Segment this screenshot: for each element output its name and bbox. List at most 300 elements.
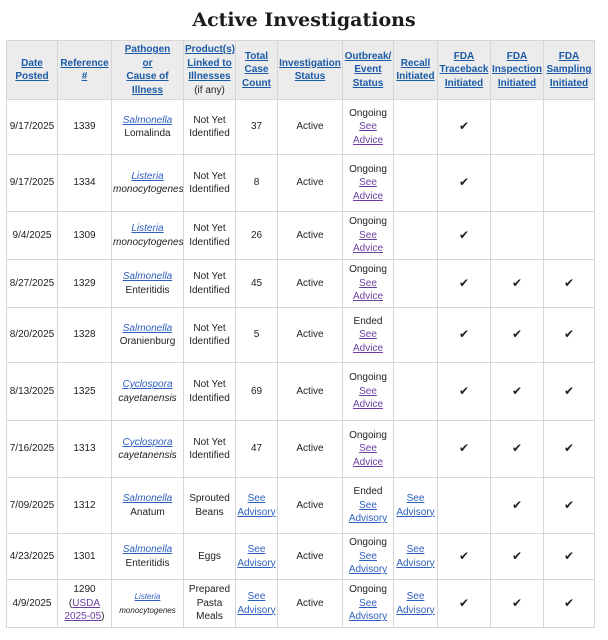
header-text: Traceback [439,64,489,76]
column-header [544,41,595,100]
link-text: Advice [352,291,383,303]
traceback-cell [438,212,491,260]
column-sort-link[interactable] [440,51,489,89]
traceback-cell [438,308,491,363]
header-text: Reference [60,57,109,69]
link-text: See [359,385,377,397]
outbreak-status-cell [343,260,394,308]
recall-cell [394,155,438,212]
investigation-status-cell: Active [278,534,343,580]
check-icon: ✔ [458,441,470,456]
date-cell: 8/20/2025 [7,308,58,363]
outbreak-link[interactable] [353,278,383,303]
header-text: FDA [453,50,475,62]
table-row [7,580,595,628]
date-cell: 9/4/2025 [7,212,58,260]
outbreak-status: Ongoing [349,372,387,384]
investigations-table [6,40,595,628]
pathogen-link[interactable]: Cyclospora [122,436,173,448]
recall-cell [394,308,438,363]
product-text: Not Yet [193,170,226,182]
sampling-cell [544,421,595,478]
reference-number: 1325 [73,385,96,397]
recall-cell [394,421,438,478]
pathogen-cell [112,308,184,363]
outbreak-status-cell [343,478,394,534]
column-sort-link[interactable] [492,51,542,89]
table-header-row [7,41,595,100]
traceback-cell [438,580,491,628]
header-text: Initiated [549,77,589,89]
pathogen-species: monocytogenes [119,605,176,615]
column-header [491,41,544,100]
traceback-cell [438,534,491,580]
check-icon: ✔ [458,275,470,290]
traceback-cell [438,100,491,155]
sampling-cell [544,212,595,260]
table-row [7,421,595,478]
reference-number: 1301 [73,550,96,562]
investigation-status-cell: Active [278,580,343,628]
column-header [184,41,236,100]
date-cell: 9/17/2025 [7,155,58,212]
column-sort-link[interactable] [125,44,171,96]
case-count-cell: 5 [236,308,278,363]
inspection-cell [491,155,544,212]
case-count-cell: 26 [236,212,278,260]
product-text: Identified [189,284,230,296]
column-sort-link[interactable] [185,44,235,82]
check-icon: ✔ [511,327,523,342]
product-text: Identified [189,450,230,461]
pathogen-cell [112,478,184,534]
investigation-status-cell: Active [278,363,343,421]
link-text: See [359,177,377,189]
link-text: See [247,493,266,504]
inspection-cell [491,363,544,421]
product-cell [184,100,236,155]
link-text: Advisory [348,611,388,623]
column-header [394,41,438,100]
outbreak-status: Ongoing [349,264,387,276]
pathogen-species: cayetanensis [118,392,177,404]
column-header [7,41,58,100]
product-text: Not Yet [193,379,226,390]
outbreak-status-cell [343,212,394,260]
reference-cell [58,363,112,421]
reference-cell [58,580,112,628]
inspection-cell [491,308,544,363]
link-text: Advisory [237,557,276,569]
case-count-cell: 37 [236,100,278,155]
paren: ( [68,597,73,609]
product-text: Prepared [188,584,231,596]
outbreak-link[interactable] [353,121,383,146]
column-header [58,41,112,100]
product-cell [184,363,236,421]
investigation-status-cell: Active [278,212,343,260]
sampling-cell [544,363,595,421]
link-text: Advisory [396,604,435,616]
column-header [236,41,278,100]
date-cell: 7/09/2025 [7,478,58,534]
header-text: Initiated [444,77,484,89]
pathogen-cell [112,363,184,421]
pathogen-link[interactable]: Salmonella [122,493,173,504]
link-text: Advisory [237,604,276,616]
header-text: Sampling [546,64,592,76]
link-text: See [359,121,377,133]
reference-number: 1309 [73,229,96,241]
column-sort-link[interactable] [60,58,108,83]
link-text: See [359,229,377,241]
recall-cell [394,363,438,421]
inspection-cell [491,212,544,260]
pathogen-species: Enteritidis [125,284,170,296]
traceback-cell [438,260,491,308]
pathogen-link[interactable]: Salmonella [122,114,173,126]
outbreak-status-cell [343,534,394,580]
reference-cell [58,260,112,308]
link-text: Advice [352,134,383,146]
header-text: Inspection [492,64,543,76]
header-text: FDA [506,50,528,62]
header-text: Status [294,71,326,82]
page-title: Active Investigations [192,9,416,31]
column-sort-link[interactable] [345,51,392,89]
check-icon: ✔ [563,383,575,398]
header-text: Status [352,77,384,89]
pathogen-species: monocytogenes [113,236,184,248]
check-icon: ✔ [563,497,575,512]
outbreak-status-cell [343,421,394,478]
product-cell [184,155,236,212]
check-icon: ✔ [511,275,523,290]
pathogen-cell [112,260,184,308]
product-text: Pasta [196,597,223,609]
recall-cell [394,260,438,308]
pathogen-cell [112,100,184,155]
check-icon: ✔ [511,595,523,610]
reference-number: 1339 [73,121,96,133]
inspection-cell [491,421,544,478]
outbreak-status: Ongoing [349,429,387,441]
case-count-cell: 8 [236,155,278,212]
outbreak-status: Ended [353,486,383,498]
outbreak-link[interactable] [349,551,387,576]
outbreak-link[interactable] [353,386,383,411]
pathogen-link[interactable]: Salmonella [122,322,173,334]
link-text: Advice [352,342,383,354]
header-text: Posted [15,71,49,82]
link-text: Advice [352,243,383,255]
pathogen-species: Anatum [130,506,165,518]
product-text: Not Yet [193,114,226,126]
check-icon: ✔ [511,383,523,398]
pathogen-cell [112,580,184,628]
pathogen-cell [112,534,184,580]
check-icon: ✔ [563,327,575,342]
pathogen-cell [112,212,184,260]
reference-cell [58,534,112,580]
product-text: Identified [189,236,230,248]
pathogen-link[interactable]: Listeria [131,223,164,234]
sampling-cell [544,100,595,155]
product-text: Meals [196,611,223,623]
check-icon: ✔ [458,595,470,610]
reference-number: 1290 [73,584,96,596]
table-row [7,308,595,363]
outbreak-link[interactable] [353,230,383,255]
link-text: See [359,550,377,562]
check-icon: ✔ [511,548,523,563]
outbreak-status: Ongoing [349,216,387,228]
product-text: Not Yet [193,322,226,334]
sampling-cell [544,155,595,212]
link-text: See [359,499,377,511]
inspection-cell [491,260,544,308]
header-text: Total [244,50,269,62]
sampling-cell [544,260,595,308]
sampling-cell [544,534,595,580]
reference-number: 1312 [73,499,96,511]
check-icon: ✔ [458,175,470,190]
product-cell [184,308,236,363]
link-text: Advice [352,399,383,411]
outbreak-status: Ended [353,315,383,327]
case-count-advisory-link[interactable] [237,591,275,616]
link-text: See [247,544,266,555]
header-text: Cause of [126,71,169,82]
recall-cell [394,212,438,260]
recall-cell [394,478,438,534]
traceback-cell [438,363,491,421]
outbreak-status: Ongoing [349,537,387,549]
date-cell: 4/23/2025 [7,534,58,580]
case-count-cell [236,580,278,628]
link-text: See [359,277,377,289]
header-text: Illnesses [188,71,231,82]
table-row [7,363,595,421]
product-cell [184,580,236,628]
date-cell: 9/17/2025 [7,100,58,155]
pathogen-link[interactable]: Listeria [134,592,161,601]
date-cell: 8/27/2025 [7,260,58,308]
header-text: or [142,57,153,69]
outbreak-status-cell [343,308,394,363]
header-text: Outbreak/ [344,50,392,62]
link-text: Advisory [237,506,276,518]
outbreak-status: Ongoing [349,584,387,596]
check-icon: ✔ [458,119,470,134]
pathogen-cell [112,421,184,478]
pathogen-link[interactable]: Listeria [131,170,164,182]
check-icon: ✔ [458,383,470,398]
date-cell: 8/13/2025 [7,363,58,421]
investigation-status-cell: Active [278,155,343,212]
product-cell [184,534,236,580]
outbreak-link[interactable] [349,500,387,525]
link-text: See [359,443,377,455]
paren: ) [101,611,105,623]
case-count-cell: 45 [236,260,278,308]
investigation-status-cell: Active [278,100,343,155]
header-subtext: (if any) [194,84,225,96]
outbreak-link[interactable] [353,443,383,468]
check-icon: ✔ [511,497,523,512]
link-text: See [359,329,377,341]
header-text: Illness [131,84,164,96]
header-text: FDA [558,50,580,62]
header-text: Case [244,64,269,76]
column-header [343,41,394,100]
traceback-cell [438,478,491,534]
header-text: Linked to [187,57,232,69]
recall-advisory-link[interactable] [396,544,434,569]
link-text: Advisory [396,557,435,569]
reference-cell [58,478,112,534]
product-cell [184,212,236,260]
reference-number: 1313 [73,443,96,455]
header-text: Initiated [497,77,537,89]
link-text: Advisory [348,513,388,525]
link-text: Advisory [348,564,388,576]
header-text: Pathogen [124,44,171,55]
product-text: Not Yet [193,223,226,234]
check-icon: ✔ [511,441,523,456]
product-text: Eggs [198,550,221,562]
date-cell: 7/16/2025 [7,421,58,478]
pathogen-link[interactable]: Salmonella [122,271,173,282]
traceback-cell [438,155,491,212]
link-text: See [406,591,425,602]
outbreak-link[interactable] [353,329,383,354]
check-icon: ✔ [458,227,470,242]
outbreak-status-cell [343,155,394,212]
outbreak-link[interactable] [353,177,383,202]
pathogen-link[interactable]: Salmonella [122,544,173,555]
recall-advisory-link[interactable] [396,493,434,518]
traceback-cell [438,421,491,478]
link-text: See [406,544,425,555]
outbreak-link[interactable] [349,598,387,623]
header-text: # [81,71,88,82]
header-text: Initiated [396,71,435,82]
product-cell [184,478,236,534]
table-row [7,478,595,534]
pathogen-species: cayetanensis [118,450,177,461]
check-icon: ✔ [458,327,470,342]
pathogen-species: monocytogenes [113,184,184,195]
reference-number: 1328 [73,329,96,341]
column-sort-link[interactable] [396,58,434,83]
table-row [7,534,595,580]
usda-link-text: 2025-05 [64,611,102,623]
product-text: Not Yet [193,271,226,282]
inspection-cell [491,534,544,580]
product-text: Sprouted [189,493,230,504]
reference-cell [58,212,112,260]
outbreak-status-cell [343,100,394,155]
link-text: See [406,493,425,504]
inspection-cell [491,580,544,628]
product-text: Beans [195,506,224,518]
column-sort-link[interactable] [546,51,591,89]
column-header [112,41,184,100]
header-text: Product(s) [185,44,235,55]
table-row [7,155,595,212]
table-row [7,100,595,155]
table-row [7,212,595,260]
check-icon: ✔ [563,548,575,563]
date-cell: 4/9/2025 [7,580,58,628]
reference-cell [58,421,112,478]
sampling-cell [544,308,595,363]
header-text: Investigation [279,57,341,69]
case-count-advisory-link[interactable] [237,493,275,518]
inspection-cell [491,100,544,155]
link-text: Advice [352,456,383,468]
check-icon: ✔ [563,595,575,610]
case-count-cell: 47 [236,421,278,478]
case-count-cell [236,534,278,580]
product-text: Identified [189,336,230,347]
reference-cell [58,308,112,363]
product-text: Identified [189,184,230,195]
column-sort-link[interactable] [242,51,271,89]
usda-link-text: USDA [72,597,101,609]
product-cell [184,421,236,478]
outbreak-status: Ongoing [349,163,387,175]
recall-cell [394,534,438,580]
outbreak-status: Ongoing [349,107,387,119]
column-sort-link[interactable] [279,58,341,83]
recall-advisory-link[interactable] [396,591,434,616]
pathogen-species: Lomalinda [124,128,171,139]
investigation-status-cell: Active [278,260,343,308]
outbreak-status-cell [343,580,394,628]
column-header [438,41,491,100]
investigation-status-cell: Active [278,421,343,478]
product-text: Identified [189,392,230,404]
column-sort-link[interactable] [15,58,48,83]
product-text: Not Yet [193,436,226,448]
check-icon: ✔ [563,441,575,456]
inspection-cell [491,478,544,534]
pathogen-species: Enteritidis [125,557,170,569]
table-row [7,260,595,308]
check-icon: ✔ [563,275,575,290]
sampling-cell [544,580,595,628]
header-text: Count [242,77,271,89]
reference-number: 1329 [73,277,96,289]
product-cell [184,260,236,308]
case-count-cell [236,478,278,534]
pathogen-species: Oranienburg [119,336,176,347]
case-count-advisory-link[interactable] [237,544,275,569]
investigation-status-cell: Active [278,478,343,534]
product-text: Identified [189,128,230,139]
recall-cell [394,100,438,155]
reference-number: 1334 [73,177,96,189]
link-text: See [359,597,377,609]
link-text: Advisory [396,506,435,518]
case-count-cell: 69 [236,363,278,421]
sampling-cell [544,478,595,534]
recall-cell [394,580,438,628]
pathogen-link[interactable]: Cyclospora [122,379,173,390]
outbreak-status-cell [343,363,394,421]
